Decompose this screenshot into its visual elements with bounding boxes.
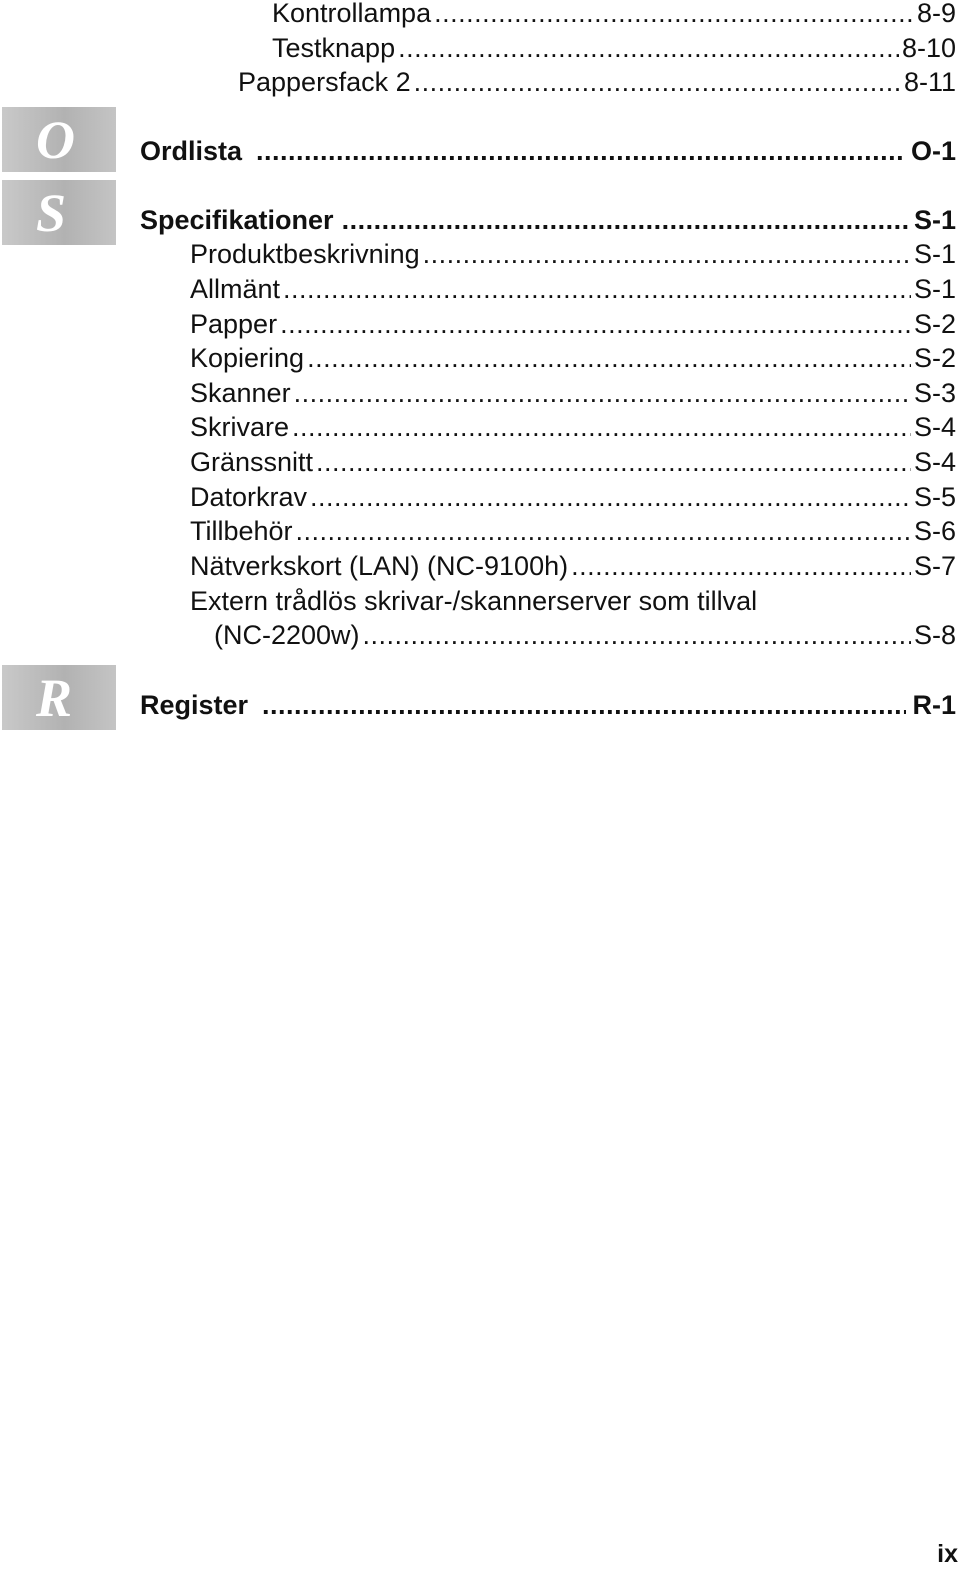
toc-entry-label: Datorkrav (190, 482, 308, 512)
toc-entry-datorkrav[interactable] (190, 480, 956, 514)
leader-dots (363, 618, 911, 652)
toc-entry-page: S-3 (913, 378, 956, 408)
toc-entry-label: Skrivare (190, 412, 290, 442)
toc-entry-page: S-4 (913, 412, 956, 442)
toc-entry-granssnitt[interactable] (190, 445, 956, 479)
toc-entry-label: Kontrollampa (272, 0, 432, 28)
toc-entry-pappersfack-2[interactable] (238, 65, 956, 99)
toc-entry-label: Testknapp (272, 33, 396, 63)
toc-entry-kontrollampa[interactable] (272, 0, 956, 30)
leader-dots (434, 0, 914, 30)
toc-entry-tillbehor[interactable] (190, 514, 956, 548)
toc-entry-page: S-5 (913, 482, 956, 512)
toc-entry-page: S-4 (913, 447, 956, 477)
toc-chapter-page: R-1 (912, 690, 956, 720)
toc-entry-label: Nätverkskort (LAN) (NC-9100h) (190, 551, 569, 581)
toc-entry-papper[interactable] (190, 307, 956, 341)
leader-dots (342, 203, 908, 237)
toc-entry-skrivare[interactable] (190, 410, 956, 444)
toc-chapter-label: Specifikationer (140, 205, 334, 235)
leader-dots (571, 549, 911, 583)
toc-entry-label: Pappersfack 2 (238, 67, 411, 97)
leader-dots (280, 307, 911, 341)
toc-entry-label: (NC-2200w) (214, 620, 360, 650)
toc-entry-page: S-6 (913, 516, 956, 546)
tab-letter: S (36, 182, 67, 243)
toc-entry-label: Skanner (190, 378, 291, 408)
toc-chapter-page: S-1 (913, 205, 956, 235)
toc-entry-label: Allmänt (190, 274, 281, 304)
toc-entry-page: S-1 (913, 274, 956, 304)
toc-chapter-label: Register (140, 690, 249, 720)
toc-entry-page: S-2 (913, 343, 956, 373)
toc-entry-label: Kopiering (190, 343, 305, 373)
toc-entry-label: Produktbeskrivning (190, 239, 420, 269)
leader-dots (296, 514, 911, 548)
section-tab-r (2, 665, 116, 730)
toc-entry-allmant[interactable] (190, 272, 956, 306)
leader-dots (398, 31, 899, 65)
leader-dots (292, 410, 911, 444)
toc-chapter-label: Ordlista (140, 136, 243, 166)
toc-entry-page: S-7 (913, 551, 956, 581)
leader-dots (310, 480, 911, 514)
tab-letter: O (36, 109, 75, 170)
leader-dots (294, 376, 911, 410)
tab-letter: R (36, 667, 73, 728)
leader-dots (256, 134, 905, 168)
leader-dots (414, 65, 901, 99)
toc-entry-label: Gränssnitt (190, 447, 314, 477)
toc-entry-page: 8-10 (901, 33, 956, 63)
toc-chapter-page: O-1 (910, 136, 956, 166)
toc-entry-label: Papper (190, 309, 278, 339)
toc-entry-label: Tillbehör (190, 516, 293, 546)
toc-entry-extern-line1[interactable]: Extern trådlös skrivar-/skannerserver som tillval (190, 586, 758, 616)
toc-chapter-ordlista[interactable] (140, 134, 956, 168)
toc-entry-natverkskort[interactable] (190, 549, 956, 583)
toc-entry-produktbeskrivning[interactable] (190, 237, 956, 271)
page-number: ix (937, 1540, 958, 1568)
toc-entry-skanner[interactable] (190, 376, 956, 410)
section-tab-o (2, 107, 116, 172)
toc-chapter-register[interactable] (140, 688, 956, 722)
leader-dots (316, 445, 911, 479)
toc-entry-extern-line2[interactable] (214, 618, 956, 652)
toc-entry-kopiering[interactable] (190, 341, 956, 375)
toc-entry-page: 8-9 (916, 0, 956, 28)
toc-entry-page: 8-11 (903, 67, 956, 97)
toc-entry-page: S-2 (913, 309, 956, 339)
leader-dots (423, 237, 911, 271)
section-tab-s (2, 180, 116, 245)
toc-entry-page: S-8 (913, 620, 956, 650)
leader-dots (283, 272, 911, 306)
leader-dots (262, 688, 906, 722)
toc-chapter-specifikationer[interactable] (140, 203, 956, 237)
leader-dots (307, 341, 911, 375)
toc-entry-page: S-1 (913, 239, 956, 269)
toc-entry-testknapp[interactable] (272, 31, 956, 65)
